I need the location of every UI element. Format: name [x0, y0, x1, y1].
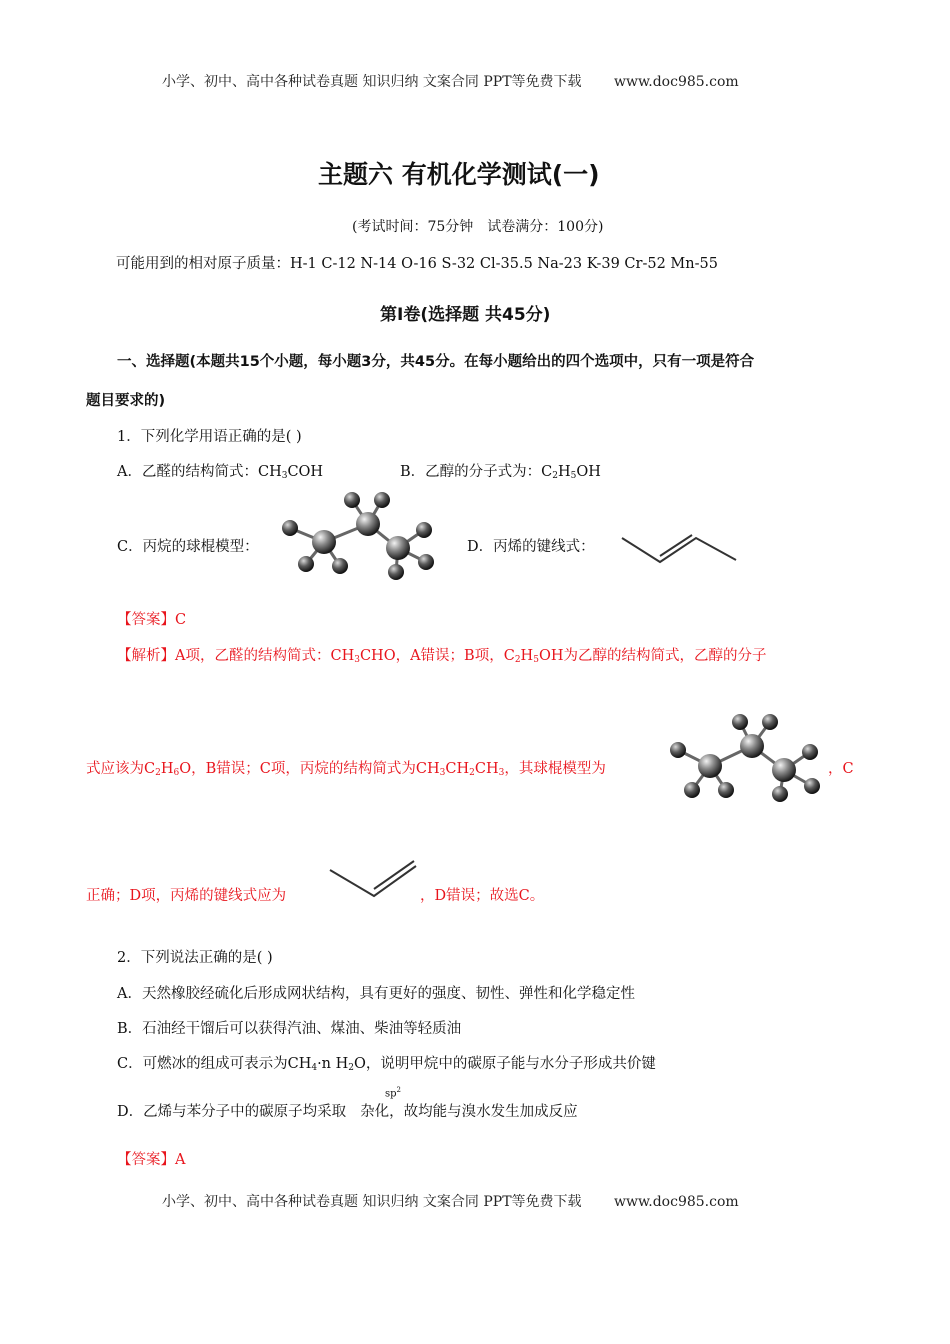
subscript: 4 — [311, 1063, 318, 1073]
sp2-superscript — [385, 1086, 401, 1099]
page-header — [162, 71, 739, 91]
propene-skeletal-formula-explanation — [328, 860, 420, 900]
propane-ball-stick-model-explanation — [668, 712, 828, 806]
subscript: 6 — [173, 768, 180, 778]
subscript: 2 — [514, 655, 521, 665]
exp-text: 【解析】A项，乙醛的结构简式：CH — [117, 648, 355, 664]
q2-option-c-text: O，说明甲烷中的碳原子能与水分子形成共价键 — [354, 1056, 656, 1072]
q1-explanation-line1 — [117, 644, 766, 665]
exp-text: H — [520, 648, 534, 664]
propane-ball-stick-model — [278, 488, 438, 582]
footer-site[interactable]: www.doc985.com — [613, 1194, 739, 1210]
instructions-line1: 一、选择题(本题共15个小题，每小题3分，共45分。在每小题给出的四个选项中，只有一项是符合 — [117, 354, 755, 370]
q2-option-d[interactable] — [117, 1100, 578, 1121]
exam-info: (考试时间：75分钟 试卷满分：100分) — [352, 219, 604, 235]
exp-text: CH — [474, 761, 499, 777]
q2-answer: 【答案】A — [117, 1152, 186, 1168]
header-site[interactable]: www.doc985.com — [613, 74, 739, 90]
sp-label: sp — [385, 1088, 397, 1100]
q2-option-a[interactable]: A．天然橡胶经硫化后形成网状结构，具有更好的强度、韧性、弹性和化学稳定性 — [117, 986, 635, 1002]
q1-explanation-line3-a: 正确；D项，丙烯的键线式应为 — [86, 888, 287, 904]
superscript: 2 — [396, 1086, 402, 1094]
subscript: 3 — [354, 655, 360, 665]
subscript: 5 — [533, 655, 539, 665]
exp-text: OH为乙醇的结构简式，乙醇的分子 — [538, 648, 767, 664]
subscript: 2 — [552, 471, 558, 481]
footer-text: 小学、初中、高中各种试卷真题 知识归纳 文案合同 PPT等免费下载 — [162, 1194, 582, 1210]
q1-option-c[interactable]: C．丙烷的球棍模型： — [117, 539, 259, 555]
subscript: 5 — [570, 471, 577, 481]
exp-text: 式应该为C — [86, 761, 156, 777]
page-footer — [162, 1191, 739, 1211]
q2-option-c-text: ·n H — [317, 1056, 349, 1072]
subscript: 3 — [439, 768, 446, 778]
q1-option-a[interactable] — [117, 460, 323, 481]
q1-stem: 1．下列化学用语正确的是( ) — [117, 429, 302, 445]
q2-option-b[interactable]: B．石油经干馏后可以获得汽油、煤油、柴油等轻质油 — [117, 1021, 462, 1037]
atomic-masses: 可能用到的相对原子质量：H-1 C-12 N-14 O-16 S-32 Cl-35.5 Na-23 K-39 Cr-52 Mn-55 — [116, 256, 718, 272]
q1-option-b[interactable] — [400, 460, 601, 481]
subscript: 2 — [348, 1063, 355, 1073]
subscript: 3 — [281, 471, 288, 481]
propene-skeletal-formula-d — [620, 532, 738, 566]
subscript: 2 — [155, 768, 161, 778]
q1-option-b-text: B．乙醇的分子式为：C — [400, 464, 553, 480]
q1-explanation-line3-b: ，D错误；故选C。 — [420, 888, 545, 904]
q1-explanation-line2 — [86, 757, 606, 778]
q1-option-d[interactable]: D．丙烯的键线式： — [467, 539, 595, 555]
q1-option-b-text-end: OH — [576, 464, 601, 480]
q1-answer: 【答案】C — [117, 612, 187, 628]
q2-option-d-text-end: 杂化，故均能与溴水发生加成反应 — [360, 1104, 578, 1120]
exp-text: CHO，A错误；B项，C — [359, 648, 515, 664]
q2-stem: 2．下列说法正确的是( ) — [117, 950, 273, 966]
q2-option-c[interactable] — [117, 1052, 656, 1073]
exp-text: ，其球棍模型为 — [504, 761, 606, 777]
exp-text: H — [160, 761, 174, 777]
instructions-line2: 题目要求的) — [86, 393, 166, 409]
section-title: 第Ⅰ卷(选择题 共45分) — [380, 305, 551, 325]
exp-text: CH — [445, 761, 470, 777]
q2-option-c-text: C．可燃冰的组成可表示为CH — [117, 1056, 312, 1072]
q1-explanation-line2-tail: ，C — [828, 761, 854, 777]
q1-option-a-text: A．乙醛的结构简式：CH — [117, 464, 282, 480]
subscript: 3 — [498, 768, 505, 778]
q2-option-d-text: D．乙烯与苯分子中的碳原子均采取 — [117, 1104, 347, 1120]
q1-option-a-text-end: COH — [287, 464, 324, 480]
subscript: 2 — [469, 768, 475, 778]
header-text: 小学、初中、高中各种试卷真题 知识归纳 文案合同 PPT等免费下载 — [162, 74, 582, 90]
exp-text: O，B错误；C项，丙烷的结构简式为CH — [179, 761, 440, 777]
page-title: 主题六 有机化学测试(一) — [318, 160, 600, 189]
q1-option-b-text-mid: H — [557, 464, 571, 480]
